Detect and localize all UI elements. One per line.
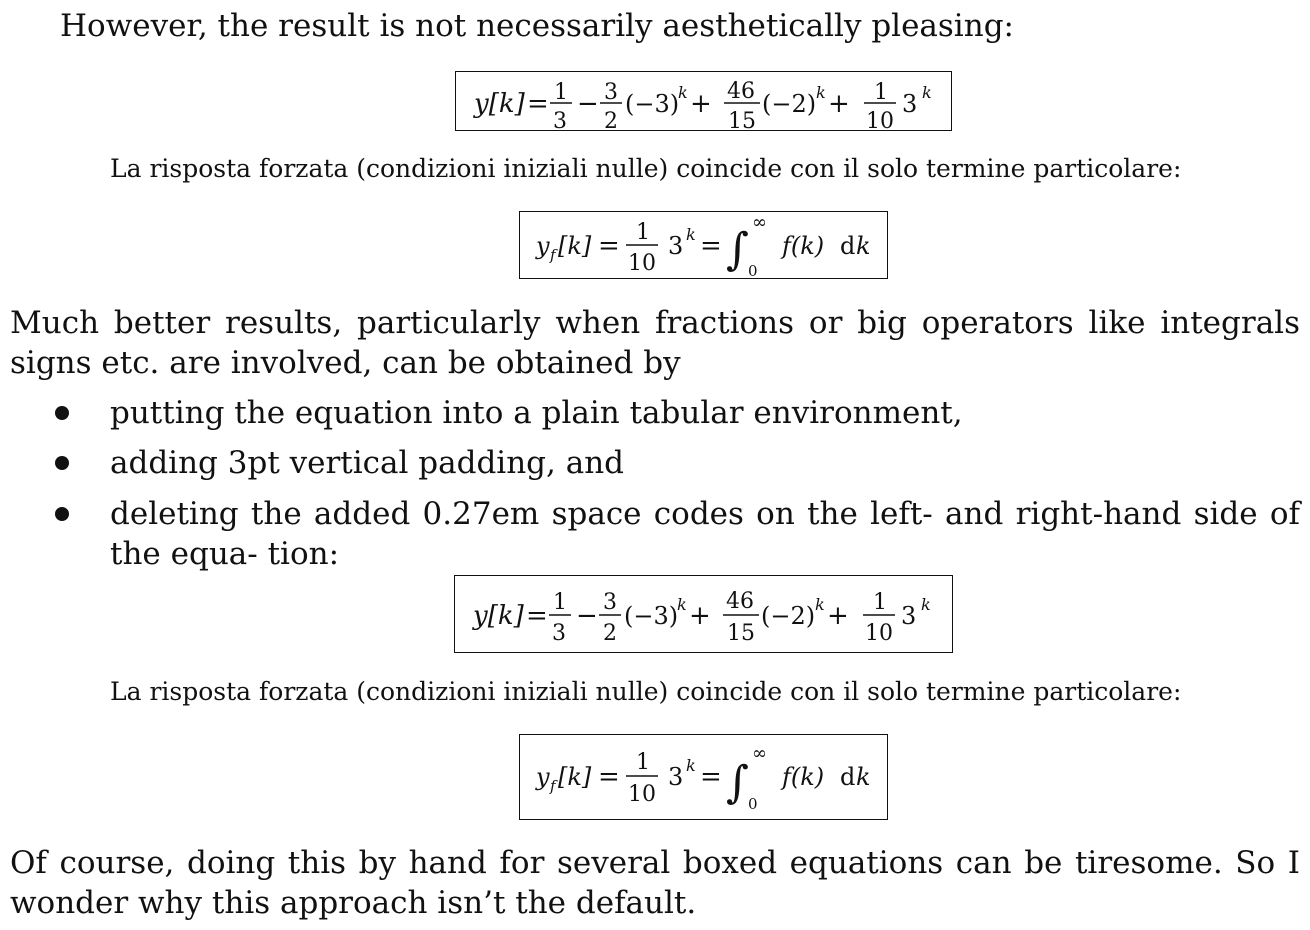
eqf2-equals-1: = xyxy=(598,762,620,792)
term4-base: 3 xyxy=(902,90,918,118)
eq-minus: − xyxy=(577,89,599,119)
eq2-frac4-num: 1 xyxy=(873,590,887,615)
eq2-term3-exp: k xyxy=(815,595,825,614)
intro-text: However, the result is not necessarily aesthetically pleasing: xyxy=(60,8,1014,44)
bullet-dot-1 xyxy=(55,406,69,420)
equation-forced-1-math xyxy=(520,212,889,280)
boxed-equation-forced-2 xyxy=(519,734,888,820)
eqf2-lhs-arg: [k] xyxy=(558,763,592,791)
term2-base: (−3) xyxy=(625,90,680,118)
integral-sign-2: ∫ xyxy=(726,757,749,808)
boxed-equation-forced-1 xyxy=(519,211,888,279)
bullet-dot-2 xyxy=(55,456,69,470)
eqf-lhs-base: y xyxy=(536,232,550,260)
list-item-1: putting the equation into a plain tabular environment, xyxy=(110,395,963,431)
closing-paragraph: Of course, doing this by hand for several boxed equations can be tiresome. So I wonder why this approach isn’t the default. xyxy=(10,845,1300,921)
eq2-frac1-den: 3 xyxy=(552,621,566,646)
eqf2-exp: k xyxy=(686,756,696,775)
eqf2-frac-den: 10 xyxy=(628,782,656,807)
eqf-exp: k xyxy=(686,225,696,244)
eq-lhs: y[k] xyxy=(474,89,525,119)
eq2-frac1-num: 1 xyxy=(553,590,567,615)
eqf2-lhs-base: y xyxy=(536,763,550,791)
differential-d-2: d xyxy=(840,763,856,791)
equation-forced-2-math xyxy=(520,735,889,821)
differential-d: d xyxy=(840,232,856,260)
eq-equals: = xyxy=(527,89,549,119)
eq2-term2-base: (−3) xyxy=(624,602,679,630)
list-item-3: deleting the added 0.27em space codes on the left- and right-hand side of the equa- tion: xyxy=(110,496,1300,572)
eqf-frac-num: 1 xyxy=(636,220,650,245)
eqf2-frac-num: 1 xyxy=(636,750,650,775)
term3-base: (−2) xyxy=(762,90,817,118)
eqf-lhs-arg: [k] xyxy=(558,232,592,260)
eqf-lhs-sub: f xyxy=(550,246,556,264)
frac1-num: 1 xyxy=(554,80,568,105)
eqf-equals-1: = xyxy=(598,231,620,261)
integrand-2: f(k) xyxy=(782,763,825,791)
frac4-den: 10 xyxy=(866,109,894,134)
eq2-frac4-den: 10 xyxy=(865,621,893,646)
frac2-num: 3 xyxy=(604,80,618,105)
integral-lower: 0 xyxy=(748,262,758,280)
boxed-equation-main-1 xyxy=(455,71,952,134)
integral-upper: ∞ xyxy=(752,212,767,233)
eqf-base: 3 xyxy=(668,232,684,260)
equation-main-1-math xyxy=(456,72,953,132)
forced-text-2: La risposta forzata (condizioni iniziali nulle) coincide con il solo termine particolare: xyxy=(110,677,1182,706)
forced-text-1: La risposta forzata (condizioni iniziali nulle) coincide con il solo termine particolare: xyxy=(110,154,1182,183)
eq-plus-1: + xyxy=(690,89,712,119)
frac4-num: 1 xyxy=(874,80,888,105)
eqf-equals-2: = xyxy=(700,231,722,261)
eq2-frac3-num: 46 xyxy=(726,589,754,614)
term3-exp: k xyxy=(816,83,826,102)
eqf-frac-den: 10 xyxy=(628,251,656,276)
differential-var: k xyxy=(856,232,871,260)
frac1-den: 3 xyxy=(553,109,567,134)
frac3-num: 46 xyxy=(727,79,755,104)
paragraph-better-results: Much better results, particularly when fractions or big operators like integrals signs etc. are involved, can be obtained by xyxy=(10,305,1300,381)
eq2-frac2-num: 3 xyxy=(603,590,617,615)
term2-exp: k xyxy=(678,83,688,102)
eqf2-base: 3 xyxy=(668,763,684,791)
eq2-term4-base: 3 xyxy=(901,602,917,630)
eqf2-lhs-sub: f xyxy=(550,777,556,795)
differential-var-2: k xyxy=(856,763,871,791)
frac3-den: 15 xyxy=(728,109,756,134)
eq2-plus-1: + xyxy=(689,601,711,631)
bullet-dot-3 xyxy=(55,507,69,521)
integral-lower-2: 0 xyxy=(748,795,758,813)
eq2-minus: − xyxy=(576,601,598,631)
eq2-frac2-den: 2 xyxy=(603,621,617,646)
eqf2-equals-2: = xyxy=(700,762,722,792)
integral-upper-2: ∞ xyxy=(752,743,767,764)
eq2-term4-exp: k xyxy=(921,595,931,614)
eq2-plus-2: + xyxy=(827,601,849,631)
frac2-den: 2 xyxy=(604,109,618,134)
eq2-lhs: y[k] xyxy=(473,601,524,631)
term4-exp: k xyxy=(922,83,932,102)
list-item-2: adding 3pt vertical padding, and xyxy=(110,445,625,481)
eq2-frac3-den: 15 xyxy=(727,621,755,646)
equation-main-2-math xyxy=(455,576,954,654)
integrand: f(k) xyxy=(782,232,825,260)
integral-sign: ∫ xyxy=(726,224,749,275)
eq-plus-2: + xyxy=(828,89,850,119)
eq2-term3-base: (−2) xyxy=(761,602,816,630)
boxed-equation-main-2 xyxy=(454,575,953,653)
eq2-term2-exp: k xyxy=(677,595,687,614)
eq2-equals: = xyxy=(526,601,548,631)
